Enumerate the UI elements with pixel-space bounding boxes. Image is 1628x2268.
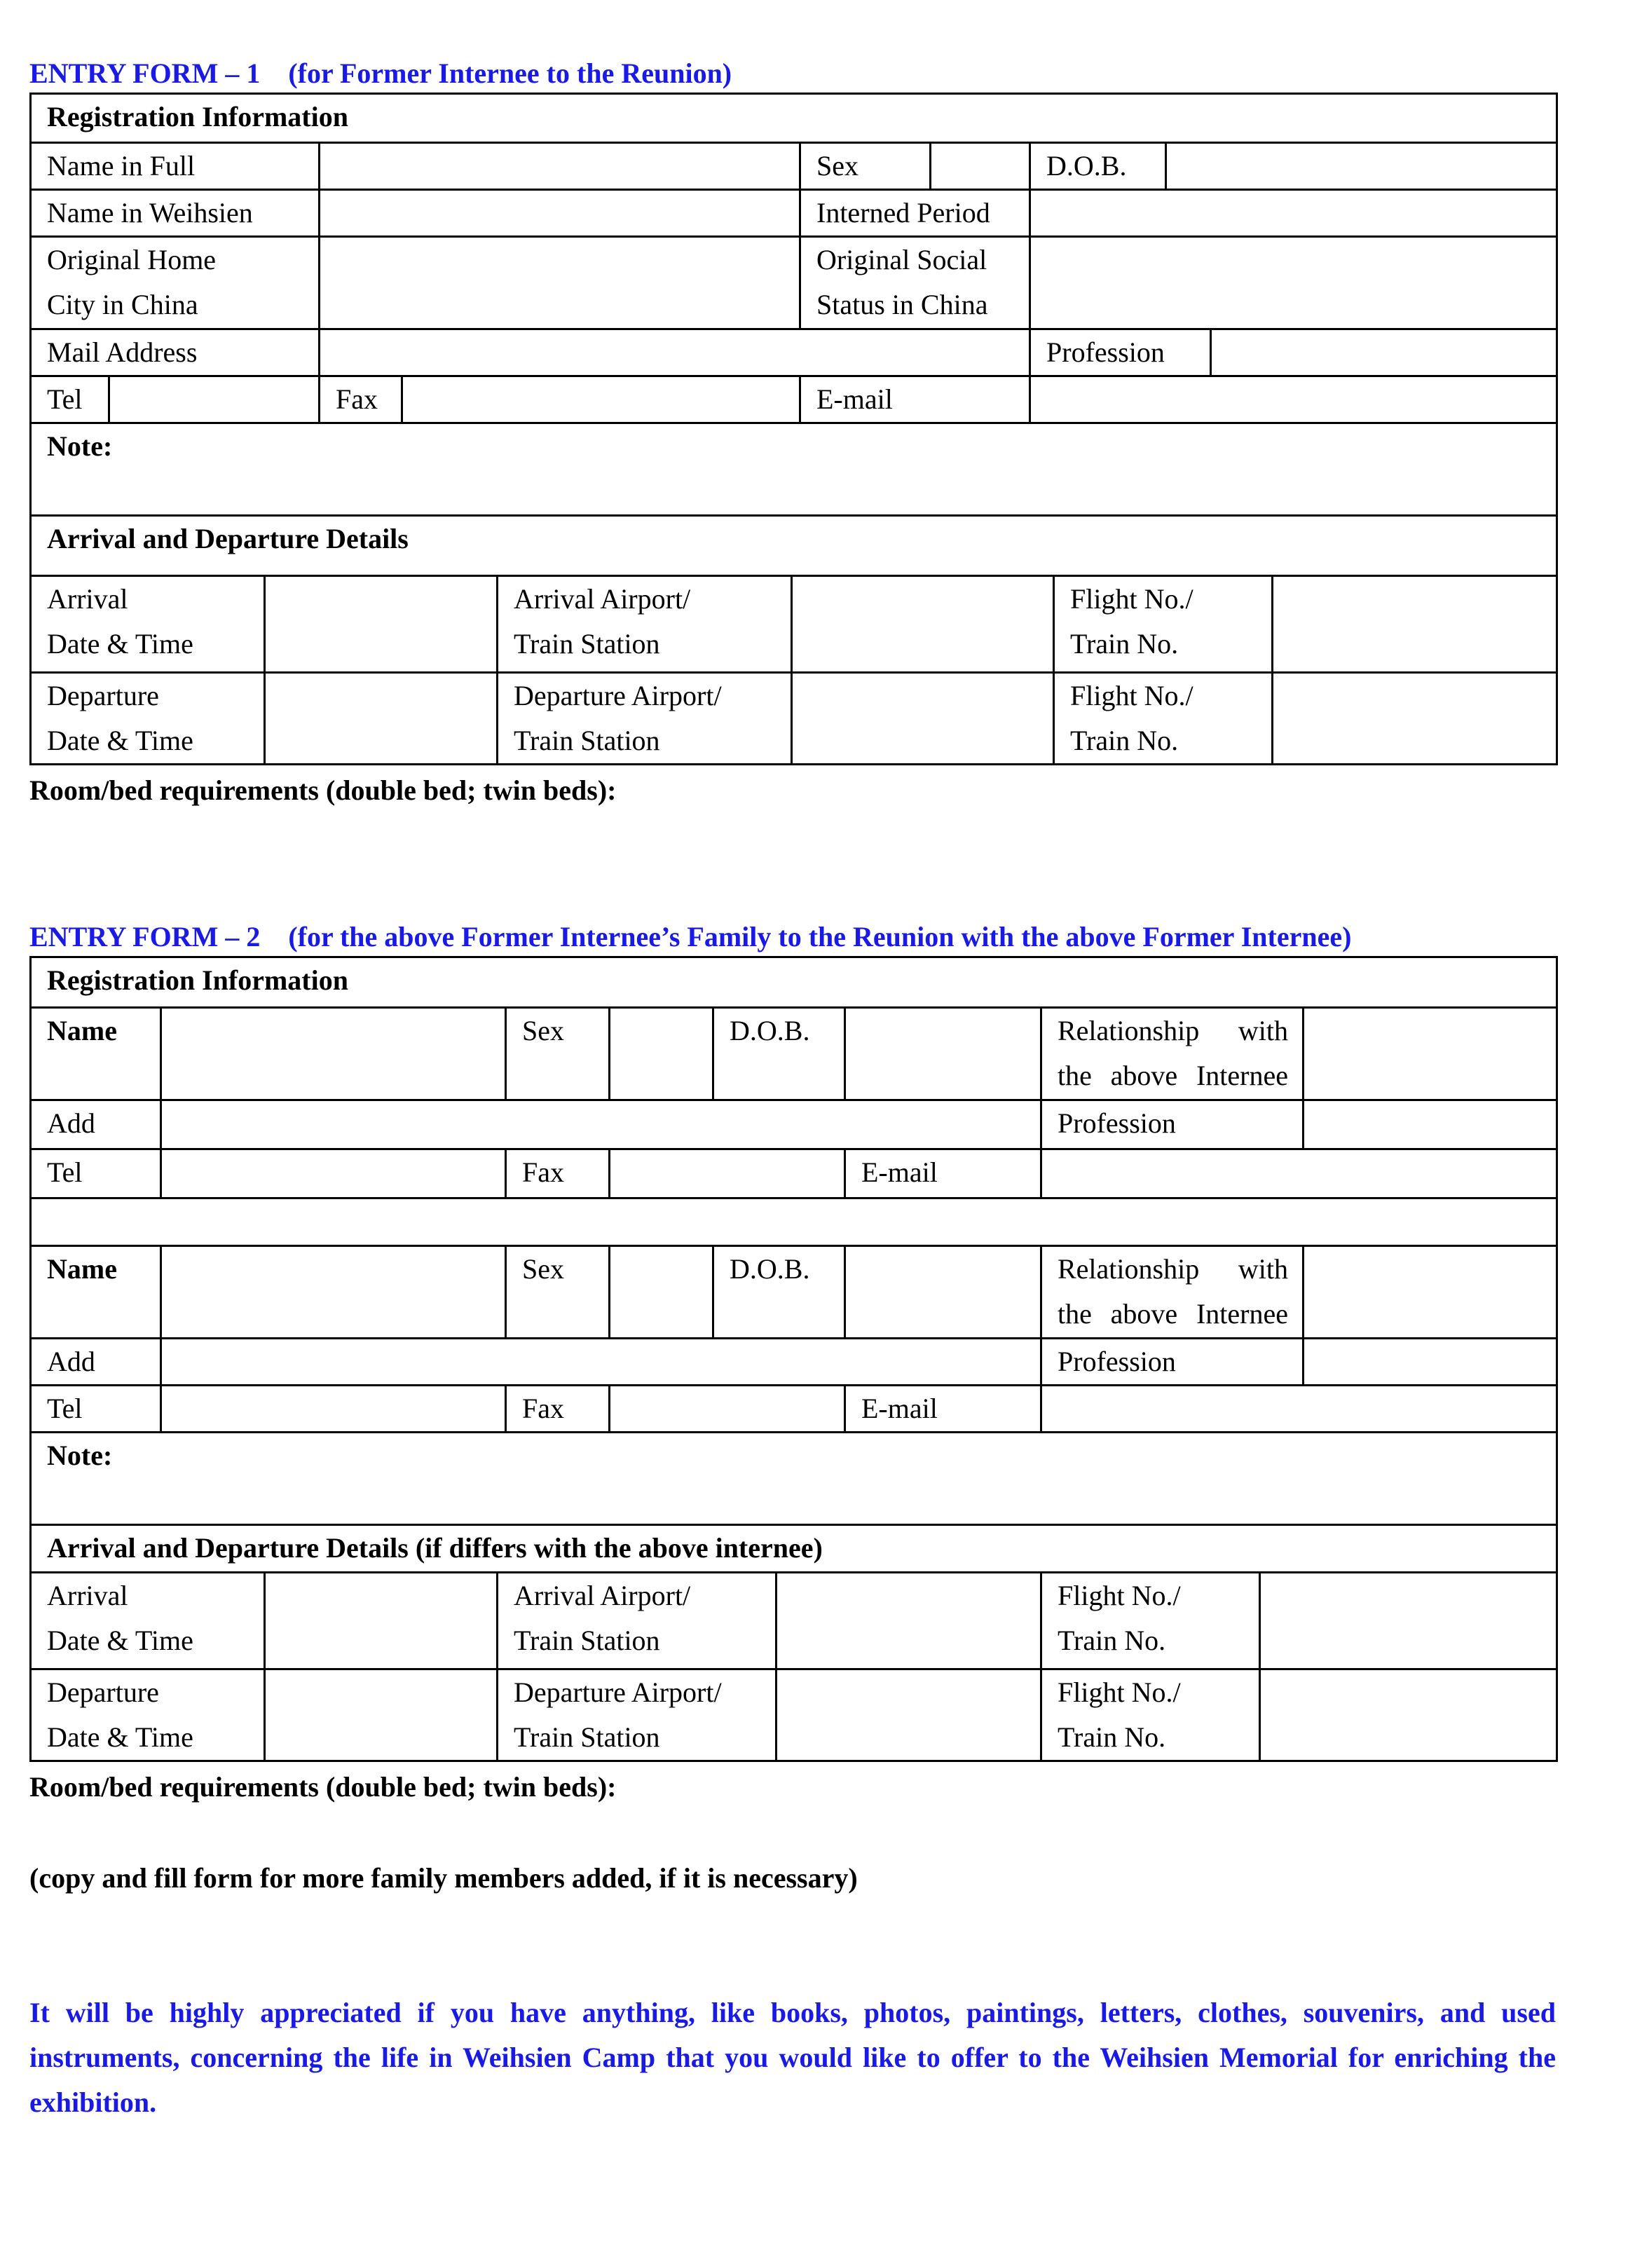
form2-arrival-flight-field[interactable] [1260, 1573, 1557, 1669]
form2-arrival-flight-label: Flight No./ Train No. [1041, 1573, 1260, 1669]
form2-member1-name-field[interactable] [161, 1008, 506, 1100]
form2-separator-row [31, 1198, 1557, 1246]
form1-fax-field[interactable] [402, 376, 800, 423]
form1-arrival-label: Arrival Date & Time [31, 576, 265, 673]
form1-interned-period-field[interactable] [1030, 190, 1557, 237]
form1-name-full-label: Name in Full [31, 143, 320, 190]
form2-member1-fax-field[interactable] [610, 1149, 845, 1198]
form2-member2-profession-label: Profession [1041, 1339, 1304, 1386]
form2-departure-flight-field[interactable] [1260, 1669, 1557, 1761]
form2-note-field[interactable]: Note: [31, 1433, 1557, 1525]
form2-member1-sex-label: Sex [506, 1008, 610, 1100]
form1-note-field[interactable]: Note: [31, 423, 1557, 516]
form1-arrival-flight-field[interactable] [1273, 576, 1557, 673]
form2-departure-airport-field[interactable] [777, 1669, 1041, 1761]
closing-appeal-text: It will be highly appreciated if you have anything, like books, photos, paintings, letters, clothes, souvenirs, and used instruments, concerning the life in Weihsien Camp that you would like to offer to the Weihsien Memorial for enriching the exhibition. [29, 1997, 1556, 2118]
form2-arrival-field[interactable] [265, 1573, 498, 1669]
form2-departure-flight-label: Flight No./ Train No. [1041, 1669, 1260, 1761]
form1-fax-label: Fax [320, 376, 402, 423]
form1-departure-airport-field[interactable] [792, 673, 1054, 765]
form1-home-city-label: Original Home City in China [31, 237, 320, 329]
form2-member1-relationship-label: Relationship with the above Internee [1041, 1008, 1304, 1100]
copy-form-note: (copy and fill form for more family members added, if it is necessary) [29, 1862, 858, 1894]
form1-registration-table [29, 93, 1558, 577]
form1-profession-label: Profession [1030, 329, 1211, 376]
form1-tel-label: Tel [31, 376, 109, 423]
form2-departure-field[interactable] [265, 1669, 498, 1761]
form2-arrival-airport-label: Arrival Airport/ Train Station [498, 1573, 777, 1669]
document-page [29, 55, 1556, 2125]
form2-arrival-airport-field[interactable] [777, 1573, 1041, 1669]
form2-member2-add-label: Add [31, 1339, 161, 1386]
form1-profession-field[interactable] [1211, 329, 1557, 376]
form2-member1-add-label: Add [31, 1100, 161, 1149]
form2-travel-table [29, 1571, 1558, 1762]
form1-mail-address-field[interactable] [320, 329, 1030, 376]
form2-arrival-departure-header: Arrival and Departure Details (if differs with the above internee) [31, 1525, 1557, 1573]
form2-member2-dob-field[interactable] [845, 1246, 1041, 1339]
form2-member2-fax-label: Fax [506, 1386, 610, 1433]
form1-dob-field[interactable] [1166, 143, 1557, 190]
form2-member2-sex-label: Sex [506, 1246, 610, 1339]
form1-arrival-airport-field[interactable] [792, 576, 1054, 673]
form1-dob-label: D.O.B. [1030, 143, 1166, 190]
form1-arrival-airport-label: Arrival Airport/ Train Station [498, 576, 792, 673]
form2-member2-tel-label: Tel [31, 1386, 161, 1433]
form1-email-label: E-mail [800, 376, 1030, 423]
form2-member2-sex-field[interactable] [610, 1246, 713, 1339]
form2-member1-sex-field[interactable] [610, 1008, 713, 1100]
form2-member1-profession-label: Profession [1041, 1100, 1304, 1149]
form2-title: ENTRY FORM – 2 (for the above Former Internee’s Family to the Reunion with the above Former Internee) [29, 921, 1352, 952]
form2-member1-tel-field[interactable] [161, 1149, 506, 1198]
form1-interned-period-label: Interned Period [800, 190, 1030, 237]
form2-departure-airport-label: Departure Airport/ Train Station [498, 1669, 777, 1761]
form2-registration-table [29, 956, 1558, 1573]
form2-member2-add-field[interactable] [161, 1339, 1041, 1386]
form1-tel-field[interactable] [109, 376, 320, 423]
form2-member1-dob-label: D.O.B. [713, 1008, 845, 1100]
form1-departure-label: Departure Date & Time [31, 673, 265, 765]
form2-arrival-label: Arrival Date & Time [31, 1573, 265, 1669]
form2-member2-tel-field[interactable] [161, 1386, 506, 1433]
form2-member1-tel-label: Tel [31, 1149, 161, 1198]
form1-departure-flight-label: Flight No./ Train No. [1054, 673, 1273, 765]
form2-member1-profession-field[interactable] [1304, 1100, 1557, 1149]
form1-departure-flight-field[interactable] [1273, 673, 1557, 765]
form1-arrival-field[interactable] [265, 576, 498, 673]
form2-member2-name-label: Name [31, 1246, 161, 1339]
form2-member2-email-label: E-mail [845, 1386, 1041, 1433]
form2-member2-fax-field[interactable] [610, 1386, 845, 1433]
form2-registration-header: Registration Information [31, 957, 1557, 1008]
form2-member1-fax-label: Fax [506, 1149, 610, 1198]
form1-email-field[interactable] [1030, 376, 1557, 423]
form2-member2-email-field[interactable] [1041, 1386, 1557, 1433]
form1-departure-airport-label: Departure Airport/ Train Station [498, 673, 792, 765]
form1-sex-field[interactable] [931, 143, 1030, 190]
form1-arrival-flight-label: Flight No./ Train No. [1054, 576, 1273, 673]
form2-member1-add-field[interactable] [161, 1100, 1041, 1149]
form2-departure-label: Departure Date & Time [31, 1669, 265, 1761]
form1-departure-field[interactable] [265, 673, 498, 765]
form2-room-requirements: Room/bed requirements (double bed; twin beds): [29, 1771, 617, 1803]
form2-member2-profession-field[interactable] [1304, 1339, 1557, 1386]
form1-name-weihsien-field[interactable] [320, 190, 800, 237]
form2-member2-relationship-label: Relationship with the above Internee [1041, 1246, 1304, 1339]
form2-member1-email-field[interactable] [1041, 1149, 1557, 1198]
form2-member1-dob-field[interactable] [845, 1008, 1041, 1100]
form1-travel-table [29, 575, 1558, 765]
form1-social-status-field[interactable] [1030, 237, 1557, 329]
form1-name-weihsien-label: Name in Weihsien [31, 190, 320, 237]
form2-member2-relationship-field[interactable] [1304, 1246, 1557, 1339]
form2-member1-relationship-field[interactable] [1304, 1008, 1557, 1100]
form1-mail-address-label: Mail Address [31, 329, 320, 376]
form1-sex-label: Sex [800, 143, 931, 190]
form2-member2-name-field[interactable] [161, 1246, 506, 1339]
form1-social-status-label: Original Social Status in China [800, 237, 1030, 329]
form1-registration-header: Registration Information [31, 94, 1557, 143]
form2-member1-email-label: E-mail [845, 1149, 1041, 1198]
form1-name-full-field[interactable] [320, 143, 800, 190]
form1-title: ENTRY FORM – 1 (for Former Internee to the Reunion) [29, 57, 732, 89]
form1-arrival-departure-header: Arrival and Departure Details [31, 516, 1557, 576]
form2-member1-name-label: Name [31, 1008, 161, 1100]
form1-home-city-field[interactable] [320, 237, 800, 329]
form1-room-requirements: Room/bed requirements (double bed; twin beds): [29, 774, 617, 806]
form2-member2-dob-label: D.O.B. [713, 1246, 845, 1339]
